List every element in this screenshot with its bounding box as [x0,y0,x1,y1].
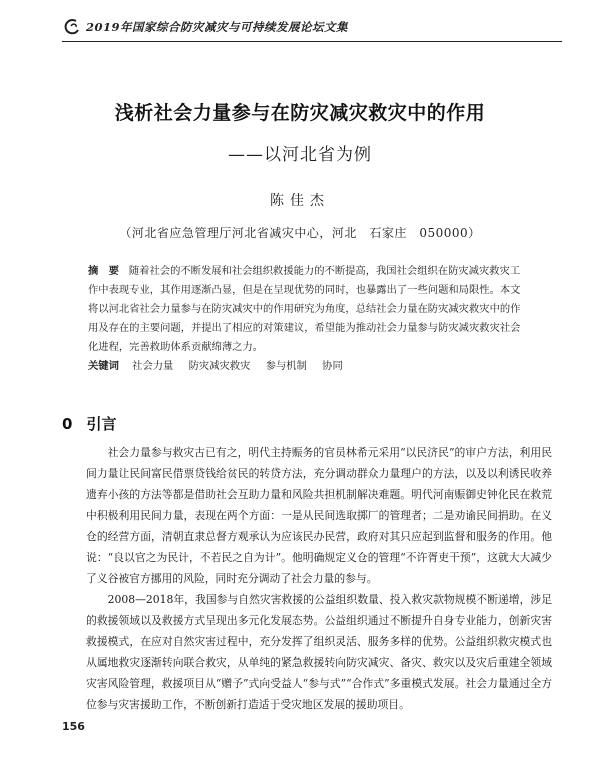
keyword-item: 社会力量 [132,360,174,372]
running-header [62,16,562,38]
section-title: 引言 [86,415,117,433]
paper-title: 浅析社会力量参与在防灾减灾救灾中的作用 [114,102,486,124]
paragraph: 社会力量参与救灾古已有之，明代主持赈务的官员林希元采用“以民济民”的审户方法，利用民间力量让民间富民借票贷钱给贫民的转贷方法，充分调动群众力量理户的方法，以及以利诱民收养遗弃小孩的方法等都是借助社会互助力量和风险共担机制解决难题。明代河南赈御史钟化民在救荒中积极利用民间力量，表现在两个方面：一是从民间选取掷厂的管理者；二是劝谕民间捐助。在义仓的经营方面，清朝直隶总督方观承认为应该民办民营，政府对其只应起到监督和服务的作用。他说：“良以官之为民计，不若民之自为计”。他明确规定义仓的管理“不许胥吏干预”，这就大大减少了义谷被官方挪用的风险，同时充分调动了社会力量的参与。 [86,446,552,585]
author-affiliation: （河北省应急管理厅河北省减灾中心，河北 石家庄 050000） [119,226,481,240]
keywords-label: 关键词 [88,360,119,372]
section-number: 0 [62,415,73,433]
abstract-text: 随着社会的不断发展和社会组织救援能力的不断提高，我国社会组织在防灾减灾救灾工作中表现专业，其作用逐渐凸显，但是在呈现优势的同时，也暴露出了一些问题和局限性。本文将以河北省社会力量参与在防灾减灾中的作用研究为角度，总结社会力量在防灾减灾救灾中的作用及存在的主要问题，并提出了相应的对策建议，希望能为推动社会力量参与防灾减灾救灾社会化进程，完善救助体系贡献绵薄之力。 [88,265,521,353]
page-number: 156 [62,720,85,733]
abstract-block [88,262,530,376]
header-rule [62,41,562,42]
keyword-item: 参与机制 [265,360,307,372]
body-text [86,442,552,715]
forum-logo-icon [62,17,82,37]
section-heading [62,413,116,434]
paper-subtitle: ——以河北省为例 [228,145,372,165]
keyword-item: 防灾减灾救灾 [188,360,251,372]
running-title: 2019年国家综合防灾减灾与可持续发展论坛文集 [86,20,349,34]
abstract-label: 摘 要 [88,265,119,277]
keyword-item: 协同 [322,360,343,372]
abstract [88,262,530,357]
author-name: 陈佳杰 [270,193,330,209]
keywords [88,357,530,376]
paragraph: 2008—2018年，我国参与自然灾害救援的公益组织数量、投入救灾款物规模不断递增，涉足的救援领域以及救援方式呈现出多元化发展态势。公益组织通过不断提升自身专业能力，创新灾害救援模式，在应对自然灾害过程中，充分发挥了组织灵活、服务多样的优势。公益组织救灾模式也从属地救灾逐渐转向联合救灾，从单纯的紧急救援转向防灾减灾、备灾、救灾以及灾后重建全领域灾害风险管理，救援项目从“赠予”式向受益人“参与式”“合作式”多重模式发展。社会力量通过全方位参与灾害援助工作，不断创新打造适于受灾地区发展的援助项目。 [86,593,552,711]
